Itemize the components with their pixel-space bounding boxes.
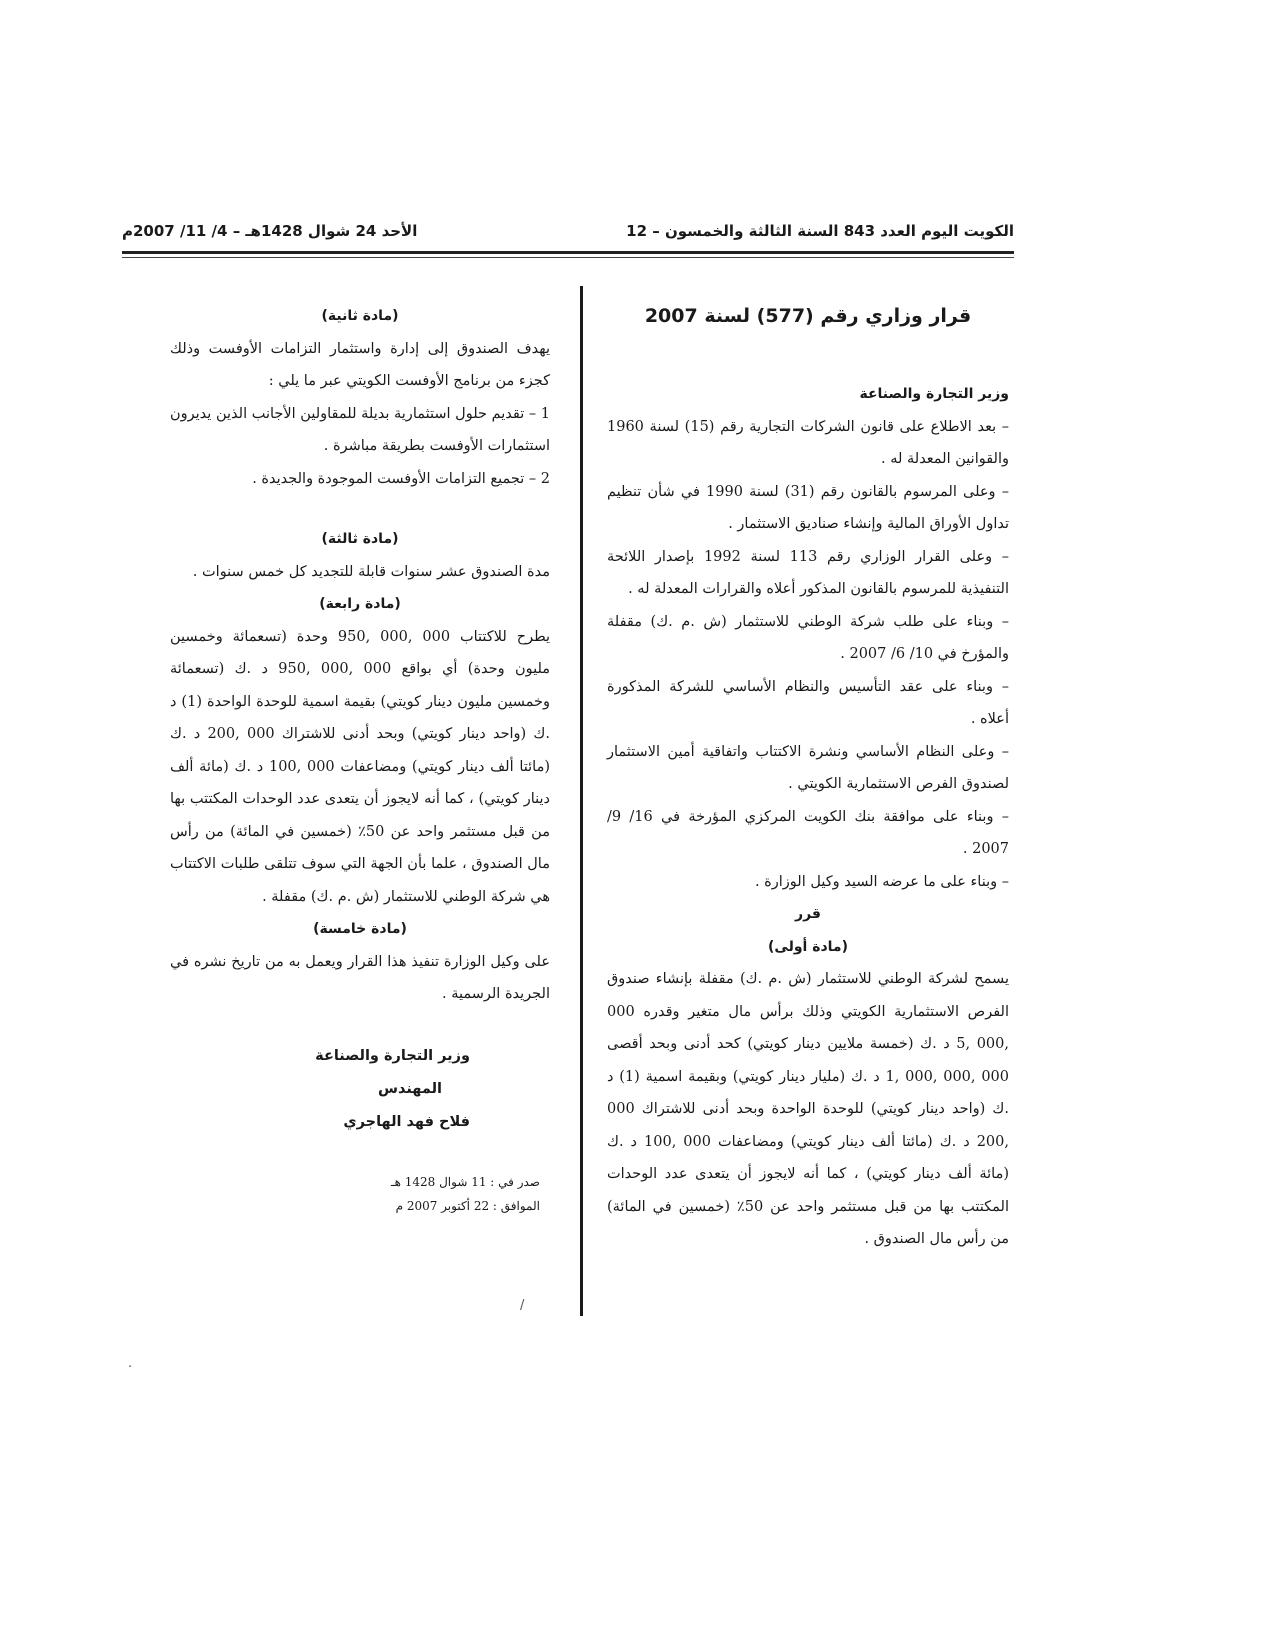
- preamble-paragraph: – وبناء على ما عرضه السيد وكيل الوزارة .: [754, 873, 1009, 890]
- signature-title: وزير التجارة والصناعة: [315, 1048, 470, 1064]
- preamble-paragraph: – وبناء على موافقة بنك الكويت المركزي المؤرخة في 16/ 9/ 2007 .: [607, 808, 1009, 857]
- issue-date-block: [370, 1170, 540, 1218]
- article-1-heading: (مادة أولى): [768, 938, 848, 955]
- preamble-paragraph: – وعلى القرار الوزاري رقم 113 لسنة 1992 بإصدار اللائحة التنفيذية للمرسوم بالقانون المذكور أعلاه والقرارات المعدلة له .: [607, 548, 1009, 597]
- preamble-paragraph: – وبناء على عقد التأسيس والنظام الأساسي للشركة المذكورة أعلاه .: [607, 678, 1009, 727]
- signature-honorific: المهندس: [377, 1081, 442, 1097]
- signature-name: فلاح فهد الهاجري: [343, 1114, 470, 1130]
- issuing-minister: وزير التجارة والصناعة: [859, 386, 1009, 402]
- header-date: الأحد 24 شوال 1428هـ – 4/ 11/ 2007م: [122, 222, 418, 240]
- article-5-text: على وكيل الوزارة تنفيذ هذا القرار ويعمل به من تاريخ نشره في الجريدة الرسمية .: [170, 953, 550, 1002]
- article-4-text: يطرح للاكتتاب 000 ,000 ,950 وحدة (تسعمائة وخمسين مليون وحدة) أي بواقع 000 ,000 ,950 د .ك (تسعمائة وخمسين مليون دينار كويتي) بقيمة اسمية للوحدة الواحدة (1) د .ك (واحد دينار كويتي) وبحد أدنى للاشتراك 000 ,200 د .ك (مائتا ألف دينار كويتي) ومضاعفات 000 ,100 د .ك (مائة ألف دينار كويتي) ، كما أنه لايجوز أن يتعدى عدد الوحدات المكتتب بها من قبل مستثمر واحد عن 50٪ (خمسين في المائة) من رأس مال الصندوق ، علما بأن الجهة التي سوف تتلقى طلبات الاكتتاب هي شركة الوطني للاستثمار (ش .م .ك) مقفلة .: [170, 628, 551, 905]
- left-column: [170, 300, 550, 1011]
- preamble-paragraph: – وبناء على طلب شركة الوطني للاستثمار (ش .م .ك) مقفلة والمؤرخ في 10/ 6/ 2007 .: [607, 613, 1009, 662]
- article-3-heading: (مادة ثالثة): [321, 531, 399, 547]
- scan-speck: ·: [128, 1360, 133, 1375]
- header-rule-thick: [122, 251, 1014, 254]
- article-2-heading: (مادة ثانية): [321, 308, 399, 324]
- right-column: [607, 300, 1009, 1256]
- decided-heading: قرر: [795, 906, 821, 922]
- issued-hijri: صدر في : 11 شوال 1428 هـ: [391, 1175, 540, 1189]
- article-5-heading: (مادة خامسة): [313, 921, 407, 937]
- article-1-text: يسمح لشركة الوطني للاستثمار (ش .م .ك) مقفلة بإنشاء صندوق الفرص الاستثمارية الكويتي وذلك برأس مال متغير وقدره 000 ,000 ,5 د .ك (خمسة ملايين دينار كويتي) كحد أدنى وبحد أقصى 000 ,000 ,000 ,1 د .ك (مليار دينار كويتي) وبقيمة اسمية (1) د .ك (واحد دينار كويتي) للوحدة الواحدة وبحد أدنى للاشتراك 000 ,200 د .ك (مائتا ألف دينار كويتي) ومضاعفات 000 ,100 د .ك (مائة ألف دينار كويتي) ، كما أنه لايجوز أن يتعدى عدد الوحدات المكتتب بها من قبل مستثمر واحد عن 50٪ (خمسين في المائة) من رأس مال الصندوق .: [607, 971, 1009, 1247]
- article-3-text: مدة الصندوق عشر سنوات قابلة للتجديد كل خمس سنوات .: [192, 563, 550, 580]
- column-divider: [580, 286, 583, 1316]
- page-header: [122, 218, 1014, 248]
- spacer: [170, 495, 550, 523]
- article-2-item: 1 – تقديم حلول استثمارية بديلة للمقاولين الأجانب الذين يديرون استثمارات الأوفست بطريقة مباشرة .: [170, 405, 550, 454]
- article-2-intro: يهدف الصندوق إلى إدارة واستثمار التزامات الأوفست وذلك كجزء من برنامج الأوفست الكويتي عبر ما يلي :: [170, 340, 550, 389]
- article-2-item: 2 – تجميع التزامات الأوفست الموجودة والجديدة .: [252, 470, 550, 487]
- preamble-paragraph: – وعلى النظام الأساسي ونشرة الاكتتاب واتفاقية أمين الاستثمار لصندوق الفرص الاستثمارية الكويتي .: [607, 743, 1009, 792]
- scan-speck: /: [520, 1298, 525, 1313]
- header-issue-info: الكويت اليوم العدد 843 السنة الثالثة والخمسون – 12: [626, 222, 1014, 240]
- preamble-paragraph: – وعلى المرسوم بالقانون رقم (31) لسنة 1990 في شأن تنظيم تداول الأوراق المالية وإنشاء صناديق الاستثمار .: [607, 483, 1009, 532]
- article-4-heading: (مادة رابعة): [319, 596, 401, 612]
- issued-gregorian: الموافق : 22 أكتوبر 2007 م: [395, 1199, 540, 1213]
- decree-title: قرار وزاري رقم (577) لسنة 2007: [644, 305, 972, 327]
- preamble-paragraph: – بعد الاطلاع على قانون الشركات التجارية رقم (15) لسنة 1960 والقوانين المعدلة له .: [607, 418, 1009, 467]
- signature-block: [170, 1040, 470, 1139]
- header-rule-thin: [122, 257, 1014, 258]
